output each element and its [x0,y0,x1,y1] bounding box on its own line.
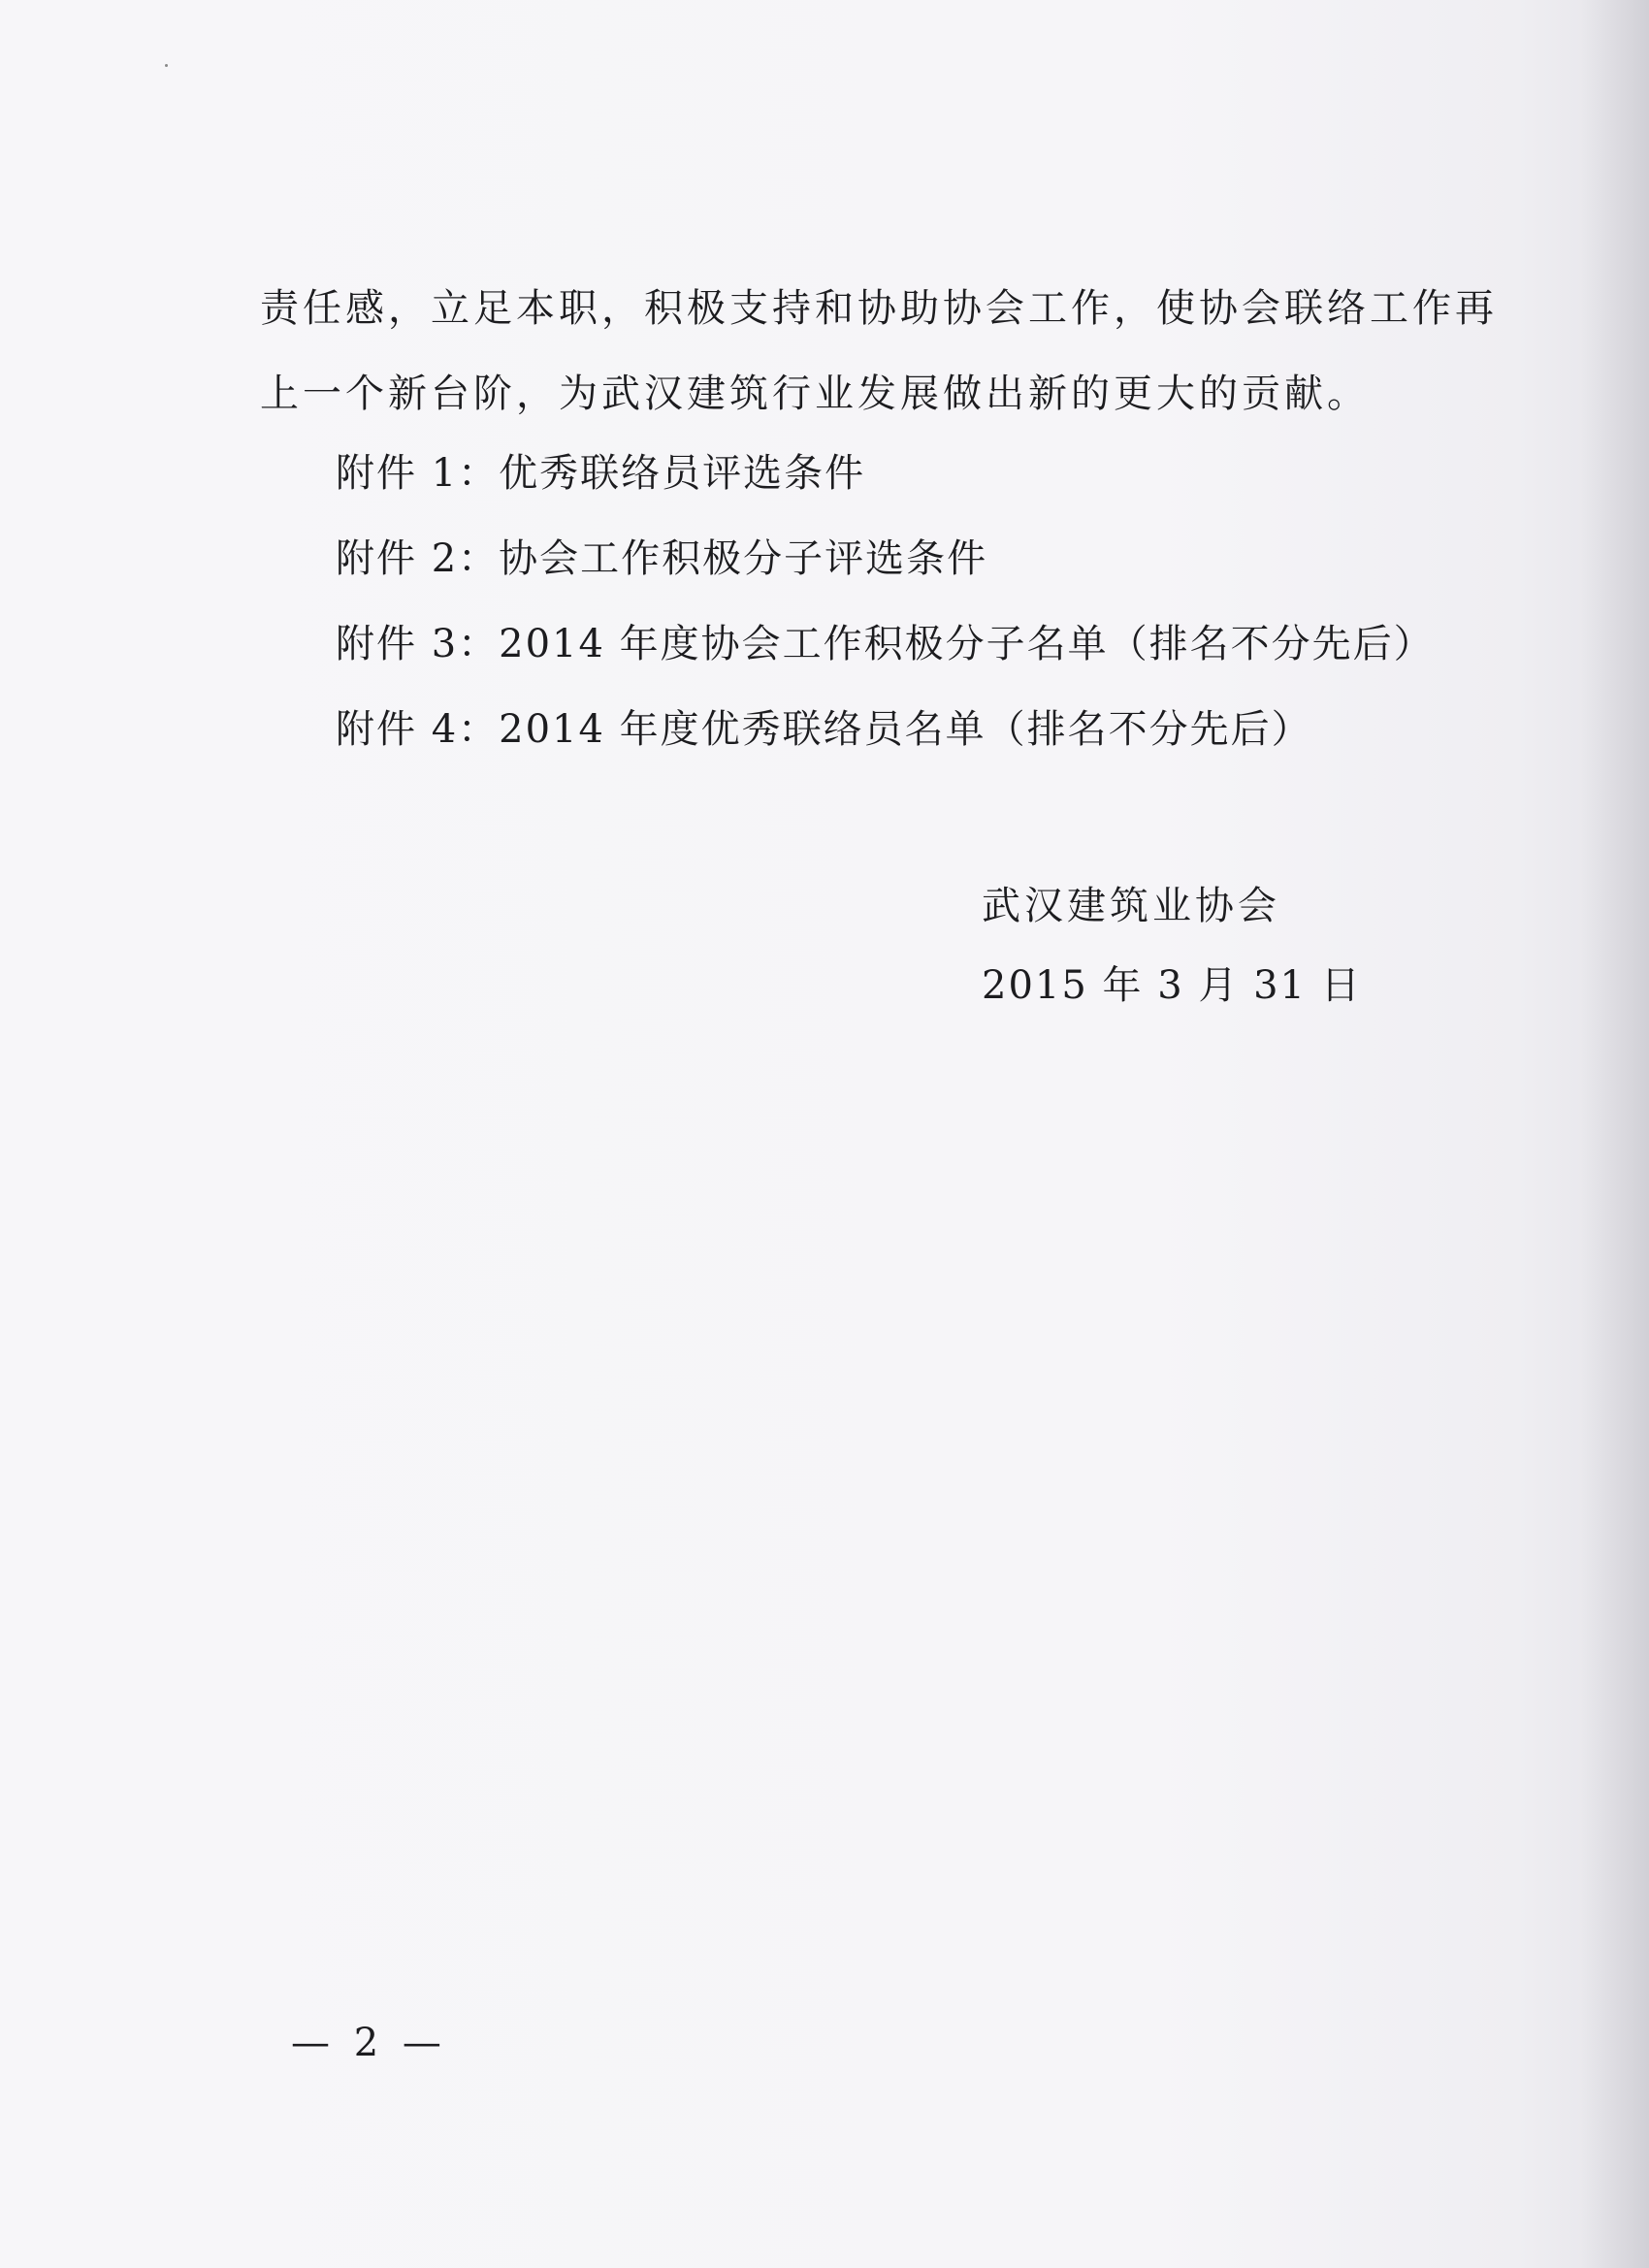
page-edge-shadow [1581,0,1649,2268]
body-text-line-2: 上一个新台阶，为武汉建筑行业发展做出新的更大的贡献。 [260,372,1370,416]
attachment-1: 附件 1：优秀联络员评选条件 [336,451,866,496]
signature-date: 2015 年 3 月 31 日 [982,963,1362,1008]
scan-speck [165,64,168,67]
body-text-line-1: 责任感，立足本职，积极支持和协助协会工作，使协会联络工作再 [260,286,1498,331]
attachment-2: 附件 2：协会工作积极分子评选条件 [336,536,988,581]
page-number: — 2 — [291,2021,447,2065]
signature-organization: 武汉建筑业协会 [982,884,1280,928]
attachment-3: 附件 3：2014 年度协会工作积极分子名单（排名不分先后） [336,622,1435,666]
attachment-4: 附件 4：2014 年度优秀联络员名单（排名不分先后） [336,707,1312,752]
